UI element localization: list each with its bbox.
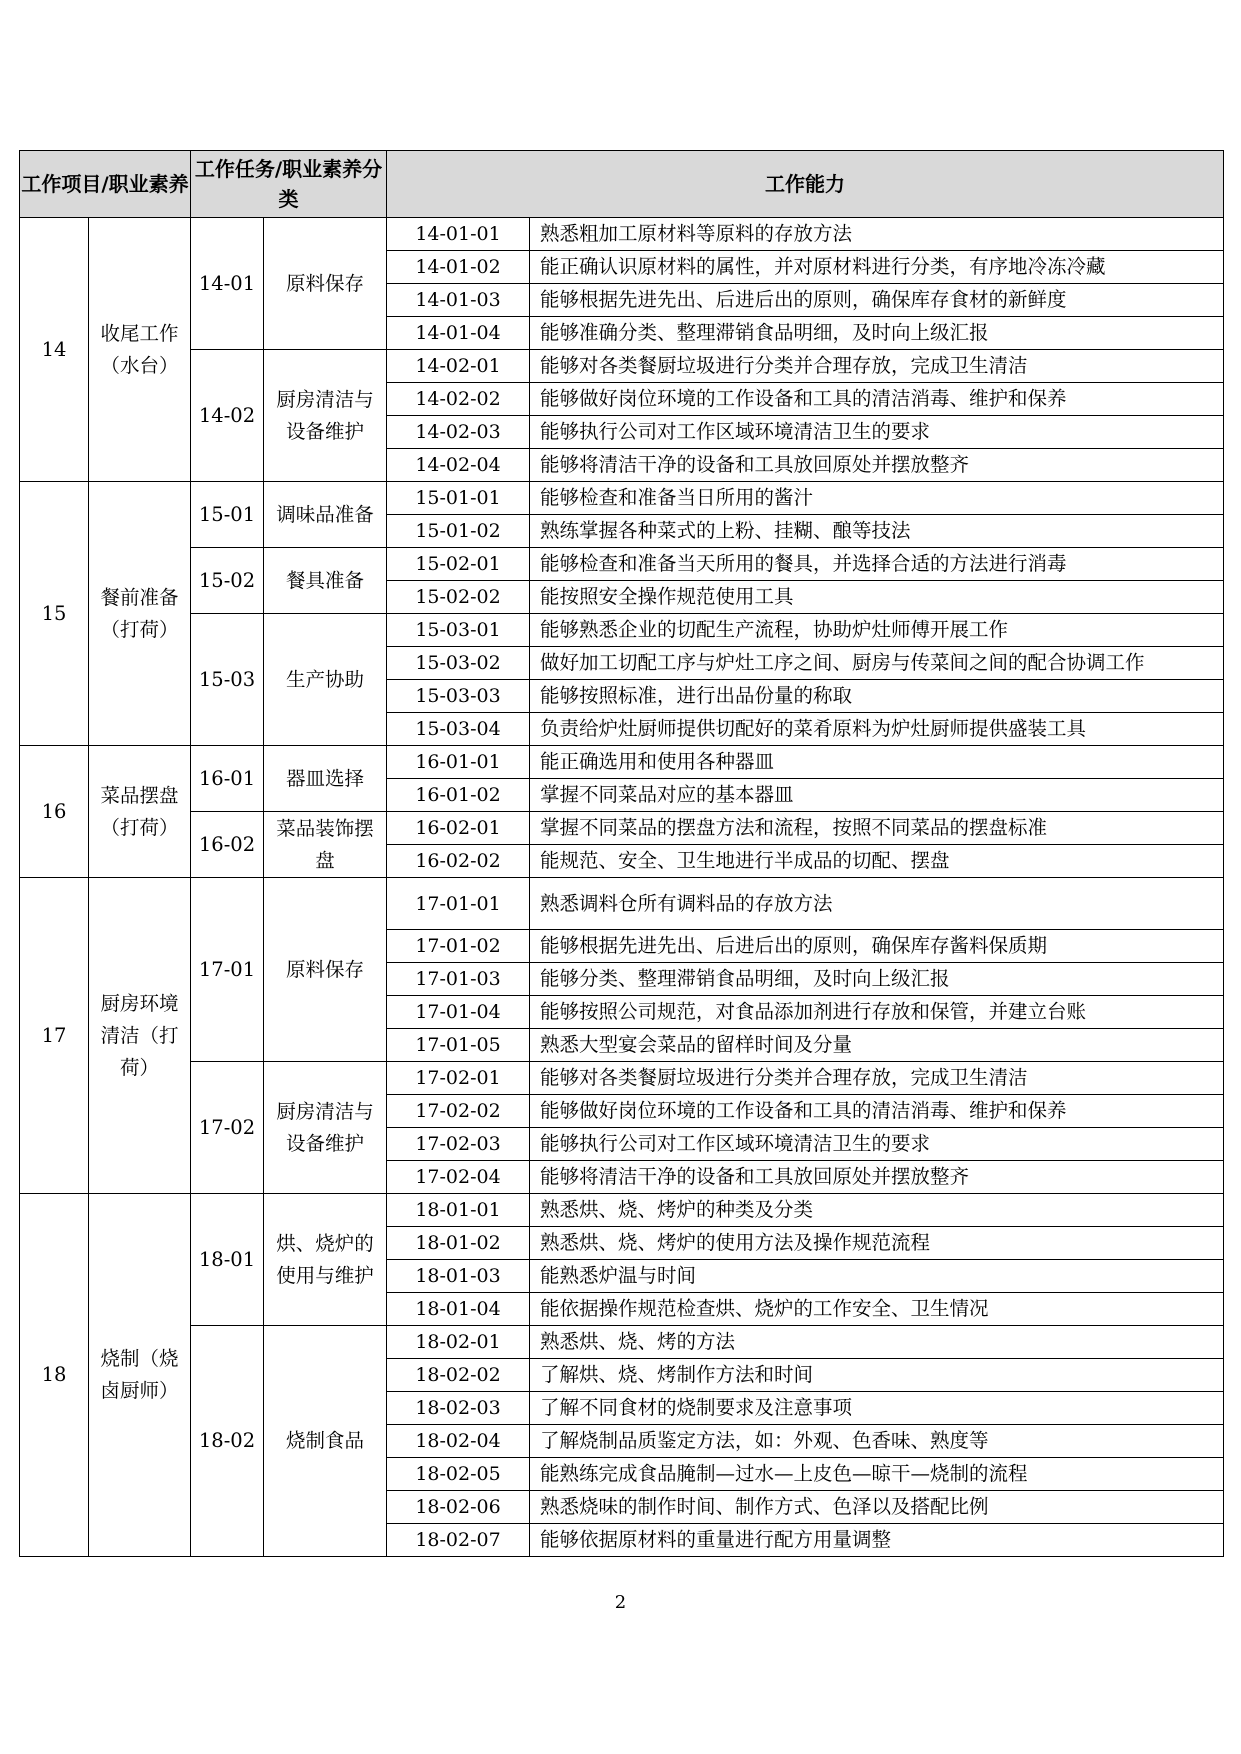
ability-text: 熟练掌握各种菜式的上粉、挂糊、酿等技法 (530, 515, 1224, 548)
ability-code: 18-01-01 (387, 1194, 530, 1227)
project-number: 17 (20, 878, 89, 1194)
ability-code: 15-03-04 (387, 713, 530, 746)
ability-text: 能够对各类餐厨垃圾进行分类并合理存放，完成卫生清洁 (530, 1062, 1224, 1095)
task-code: 15-02 (191, 548, 264, 614)
task-name: 原料保存 (264, 218, 387, 350)
table-row (20, 1194, 1224, 1227)
task-name: 原料保存 (264, 878, 387, 1062)
task-code: 14-01 (191, 218, 264, 350)
project-number: 14 (20, 218, 89, 482)
ability-text: 能够将清洁干净的设备和工具放回原处并摆放整齐 (530, 1161, 1224, 1194)
ability-code: 14-02-01 (387, 350, 530, 383)
table-row (20, 1326, 1224, 1359)
ability-code: 17-01-05 (387, 1029, 530, 1062)
ability-text: 能够做好岗位环境的工作设备和工具的清洁消毒、维护和保养 (530, 383, 1224, 416)
table-row (20, 812, 1224, 845)
ability-text: 能够检查和准备当天所用的餐具，并选择合适的方法进行消毒 (530, 548, 1224, 581)
page-number: 2 (614, 1592, 627, 1613)
ability-text: 能够准确分类、整理滞销食品明细，及时向上级汇报 (530, 317, 1224, 350)
table-row (20, 1062, 1224, 1095)
table-row (20, 746, 1224, 779)
project-name: 厨房环境清洁（打荷） (89, 878, 191, 1194)
competency-table (19, 150, 1224, 1557)
ability-text: 能熟练完成食品腌制—过水—上皮色—晾干—烧制的流程 (530, 1458, 1224, 1491)
ability-text: 能熟悉炉温与时间 (530, 1260, 1224, 1293)
ability-text: 能够检查和准备当日所用的酱汁 (530, 482, 1224, 515)
ability-text: 掌握不同菜品对应的基本器皿 (530, 779, 1224, 812)
ability-code: 14-01-04 (387, 317, 530, 350)
ability-code: 18-02-06 (387, 1491, 530, 1524)
task-code: 14-02 (191, 350, 264, 482)
task-code: 17-02 (191, 1062, 264, 1194)
ability-text: 熟悉粗加工原材料等原料的存放方法 (530, 218, 1224, 251)
table-row (20, 218, 1224, 251)
task-name: 菜品装饰摆盘 (264, 812, 387, 878)
table-header-row (20, 151, 1224, 218)
project-number: 18 (20, 1194, 89, 1557)
ability-code: 17-02-03 (387, 1128, 530, 1161)
ability-code: 16-02-01 (387, 812, 530, 845)
table-row (20, 614, 1224, 647)
header-ability: 工作能力 (387, 151, 1224, 218)
ability-code: 17-01-01 (387, 878, 530, 930)
ability-text: 做好加工切配工序与炉灶工序之间、厨房与传菜间之间的配合协调工作 (530, 647, 1224, 680)
ability-text: 能够对各类餐厨垃圾进行分类并合理存放，完成卫生清洁 (530, 350, 1224, 383)
table-body (20, 218, 1224, 1557)
ability-code: 15-03-03 (387, 680, 530, 713)
ability-text: 掌握不同菜品的摆盘方法和流程，按照不同菜品的摆盘标准 (530, 812, 1224, 845)
ability-text: 熟悉烧味的制作时间、制作方式、色泽以及搭配比例 (530, 1491, 1224, 1524)
ability-code: 14-01-03 (387, 284, 530, 317)
ability-code: 17-02-02 (387, 1095, 530, 1128)
ability-text: 能规范、安全、卫生地进行半成品的切配、摆盘 (530, 845, 1224, 878)
task-name: 器皿选择 (264, 746, 387, 812)
ability-text: 能依据操作规范检查烘、烧炉的工作安全、卫生情况 (530, 1293, 1224, 1326)
ability-code: 18-01-03 (387, 1260, 530, 1293)
ability-code: 17-02-01 (387, 1062, 530, 1095)
header-task: 工作任务/职业素养分类 (191, 151, 387, 218)
ability-text: 能正确认识原材料的属性，并对原材料进行分类，有序地冷冻冷藏 (530, 251, 1224, 284)
ability-text: 能够熟悉企业的切配生产流程，协助炉灶师傅开展工作 (530, 614, 1224, 647)
ability-code: 15-03-01 (387, 614, 530, 647)
table-row (20, 350, 1224, 383)
task-name: 生产协助 (264, 614, 387, 746)
task-name: 烘、烧炉的使用与维护 (264, 1194, 387, 1326)
table-row (20, 878, 1224, 930)
task-name: 调味品准备 (264, 482, 387, 548)
ability-text: 熟悉调料仓所有调料品的存放方法 (530, 878, 1224, 930)
ability-text: 了解烘、烧、烤制作方法和时间 (530, 1359, 1224, 1392)
task-code: 15-03 (191, 614, 264, 746)
ability-text: 负责给炉灶厨师提供切配好的菜肴原料为炉灶厨师提供盛装工具 (530, 713, 1224, 746)
ability-code: 15-01-02 (387, 515, 530, 548)
task-name: 餐具准备 (264, 548, 387, 614)
ability-text: 能够按照标准，进行出品份量的称取 (530, 680, 1224, 713)
ability-text: 能够分类、整理滞销食品明细，及时向上级汇报 (530, 963, 1224, 996)
task-name: 厨房清洁与设备维护 (264, 1062, 387, 1194)
project-number: 16 (20, 746, 89, 878)
task-name: 厨房清洁与设备维护 (264, 350, 387, 482)
ability-code: 14-01-01 (387, 218, 530, 251)
ability-code: 18-02-02 (387, 1359, 530, 1392)
task-code: 17-01 (191, 878, 264, 1062)
ability-text: 能够将清洁干净的设备和工具放回原处并摆放整齐 (530, 449, 1224, 482)
ability-code: 17-01-02 (387, 930, 530, 963)
ability-text: 能够根据先进先出、后进后出的原则，确保库存食材的新鲜度 (530, 284, 1224, 317)
ability-code: 15-03-02 (387, 647, 530, 680)
ability-code: 16-01-02 (387, 779, 530, 812)
table-row (20, 482, 1224, 515)
ability-code: 18-01-04 (387, 1293, 530, 1326)
ability-code: 18-02-04 (387, 1425, 530, 1458)
ability-text: 熟悉烘、烧、烤的方法 (530, 1326, 1224, 1359)
ability-code: 18-02-05 (387, 1458, 530, 1491)
ability-text: 熟悉烘、烧、烤炉的使用方法及操作规范流程 (530, 1227, 1224, 1260)
ability-code: 17-01-04 (387, 996, 530, 1029)
ability-code: 18-01-02 (387, 1227, 530, 1260)
task-code: 16-02 (191, 812, 264, 878)
ability-code: 18-02-07 (387, 1524, 530, 1557)
ability-text: 能正确选用和使用各种器皿 (530, 746, 1224, 779)
ability-code: 17-01-03 (387, 963, 530, 996)
project-name: 菜品摆盘（打荷） (89, 746, 191, 878)
ability-text: 熟悉大型宴会菜品的留样时间及分量 (530, 1029, 1224, 1062)
ability-text: 熟悉烘、烧、烤炉的种类及分类 (530, 1194, 1224, 1227)
task-code: 15-01 (191, 482, 264, 548)
ability-code: 14-02-02 (387, 383, 530, 416)
ability-text: 能够按照公司规范，对食品添加剂进行存放和保管，并建立台账 (530, 996, 1224, 1029)
task-name: 烧制食品 (264, 1326, 387, 1557)
ability-text: 了解不同食材的烧制要求及注意事项 (530, 1392, 1224, 1425)
task-code: 18-02 (191, 1326, 264, 1557)
ability-code: 15-02-02 (387, 581, 530, 614)
ability-code: 16-01-01 (387, 746, 530, 779)
ability-code: 18-02-01 (387, 1326, 530, 1359)
task-code: 18-01 (191, 1194, 264, 1326)
ability-code: 15-01-01 (387, 482, 530, 515)
ability-code: 14-02-03 (387, 416, 530, 449)
task-code: 16-01 (191, 746, 264, 812)
ability-text: 了解烧制品质鉴定方法，如：外观、色香味、熟度等 (530, 1425, 1224, 1458)
ability-code: 17-02-04 (387, 1161, 530, 1194)
ability-code: 15-02-01 (387, 548, 530, 581)
ability-text: 能够根据先进先出、后进后出的原则，确保库存酱料保质期 (530, 930, 1224, 963)
ability-text: 能够依据原材料的重量进行配方用量调整 (530, 1524, 1224, 1557)
ability-text: 能按照安全操作规范使用工具 (530, 581, 1224, 614)
project-name: 收尾工作（水台） (89, 218, 191, 482)
ability-code: 16-02-02 (387, 845, 530, 878)
project-name: 餐前准备（打荷） (89, 482, 191, 746)
table-row (20, 548, 1224, 581)
header-project: 工作项目/职业素养 (20, 151, 191, 218)
ability-text: 能够执行公司对工作区域环境清洁卫生的要求 (530, 416, 1224, 449)
ability-code: 14-01-02 (387, 251, 530, 284)
ability-text: 能够做好岗位环境的工作设备和工具的清洁消毒、维护和保养 (530, 1095, 1224, 1128)
ability-text: 能够执行公司对工作区域环境清洁卫生的要求 (530, 1128, 1224, 1161)
ability-code: 18-02-03 (387, 1392, 530, 1425)
project-number: 15 (20, 482, 89, 746)
project-name: 烧制（烧卤厨师） (89, 1194, 191, 1557)
ability-code: 14-02-04 (387, 449, 530, 482)
